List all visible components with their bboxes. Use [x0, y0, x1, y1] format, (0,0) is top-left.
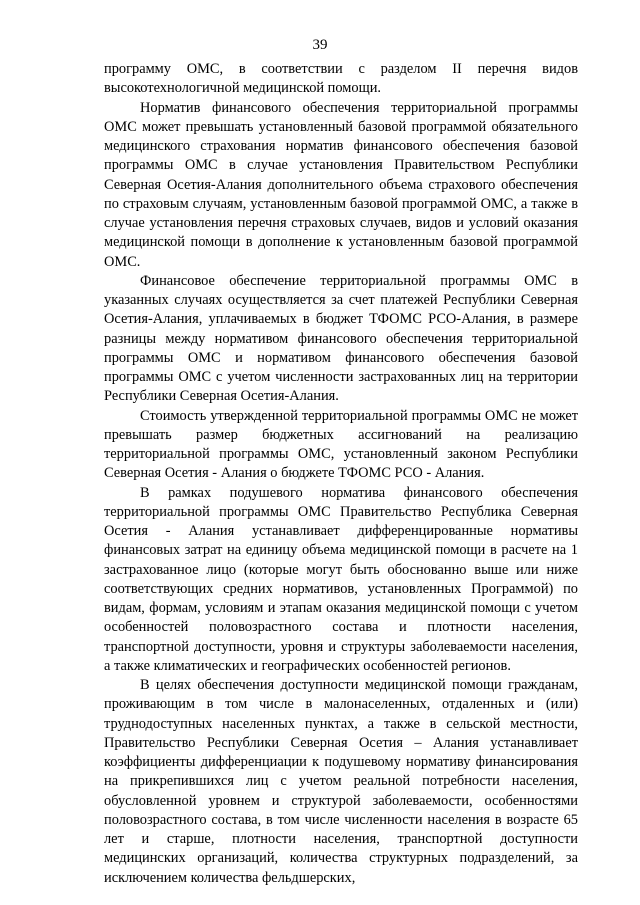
paragraph-continuation: программу ОМС, в соответствии с разделом II перечня видов высокотехнологичной медицинской помощи.	[104, 61, 578, 97]
document-body	[104, 60, 578, 888]
page-number: 39	[312, 37, 328, 53]
paragraph-program-cost: Стоимость утвержденной территориальной программы ОМС не может превышать размер бюджетных ассигнований на реализацию территориальной программы ОМС, установленный законом Республики Северная Осетия - Алания о бюджете ТФОМС РСО - Алания.	[104, 407, 578, 482]
paragraph-per-capita-standard: В рамках подушевого норматива финансового обеспечения территориальной программы ОМС Правительство Республика Северная Осетия - Алания устанавливает дифференцированные нормативы финансовых затрат на единицу объема медицинской помощи в расчете на 1 застрахованное лицо (которые могут быть обоснованно выше или ниже соответствующих средних нормативов, установленных Программой) по видам, формам, условиям и этапам оказания медицинской помощи с учетом особенностей половозрастного состава и плотности населения, транспортной доступности, уровня и структуры заболеваемости населения, а также климатических и географических особенностей регионов.	[104, 484, 578, 674]
paragraph-financial-support: Финансовое обеспечение территориальной программы ОМС в указанных случаях осуществляется за счет платежей Республики Северная Осетия-Алания, уплачиваемых в бюджет ТФОМС РСО-Алания, в размере разницы между нормативом финансового обеспечения территориальной программы ОМС и нормативом финансового обеспечения базовой программы ОМС с учетом численности застрахованных лиц на территории Республики Северная Осетия-Алания.	[104, 272, 578, 405]
paragraph-accessibility: В целях обеспечения доступности медицинской помощи гражданам, проживающим в том числе в малонаселенных, отдаленных и (или) труднодоступных населенных пунктах, а также в сельской местности, Правительство Республики Северная Осетия – Алания устанавливает коэффициенты дифференциации к подушевому нормативу финансирования на прикрепившихся лиц с учетом реальной потребности населения, обусловленной уровнем и структурой заболеваемости, особенностями половозрастного состава, в том числе численности населения в возрасте 65 лет и старше, плотности населения, транспортной доступности медицинских организаций, количества структурных подразделений, за исключением количества фельдшерских,	[104, 677, 578, 886]
paragraph-financing-standard: Норматив финансового обеспечения территориальной программы ОМС может превышать установленный базовой программой обязательного медицинского страхования норматив финансового обеспечения базовой программы ОМС в случае установления Правительством Республики Северная Осетия-Алания дополнительного объема страхового обеспечения по страховым случаям, установленным базовой программой ОМС, а также в случае установления перечня страховых случаев, видов и условий оказания медицинской помощи в дополнение к установленным базовой программой ОМС.	[104, 99, 578, 270]
